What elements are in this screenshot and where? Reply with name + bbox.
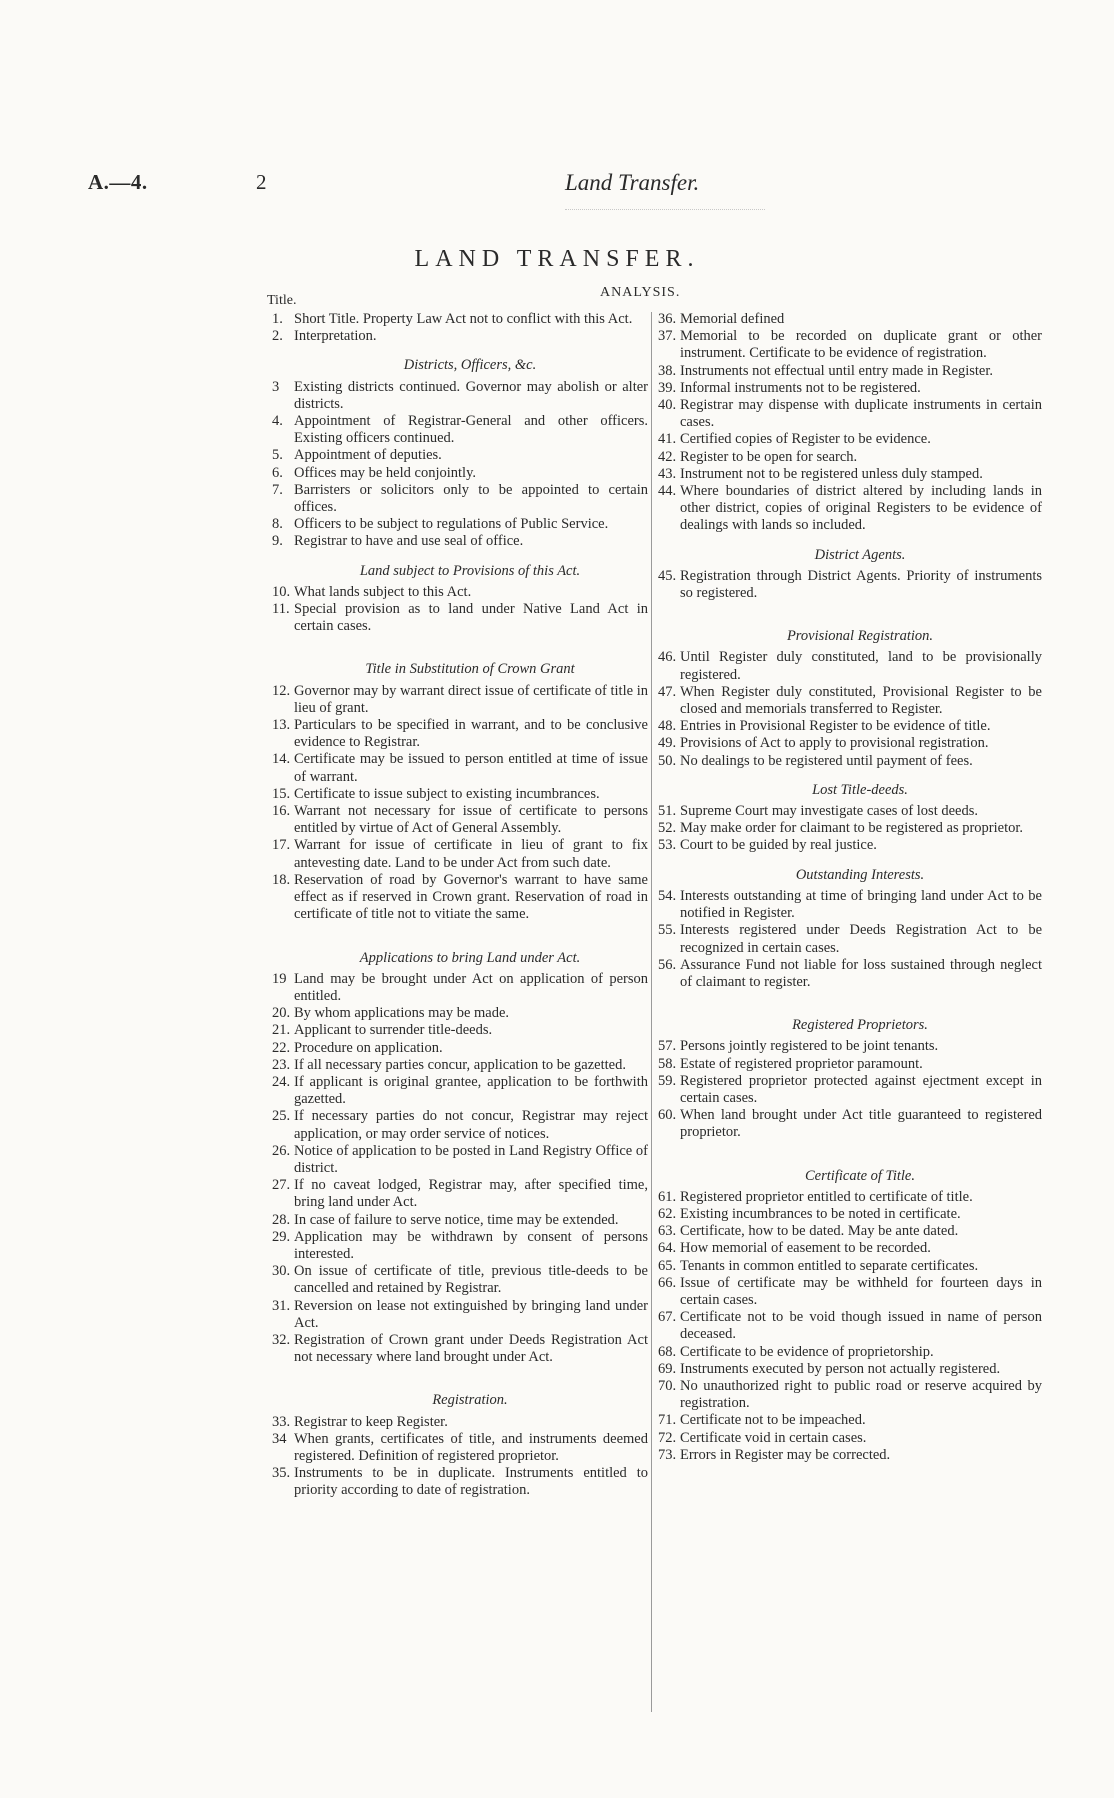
section-entry	[658, 888, 1042, 922]
section-number: 61.	[658, 1188, 677, 1205]
section-entry	[272, 1414, 648, 1431]
section-entry	[658, 1430, 1042, 1447]
section-entry	[658, 1361, 1042, 1378]
section-text: Warrant not necessary for issue of certificate to persons entitled by virtue of Act of General Assembly.	[294, 803, 648, 837]
section-entry	[658, 922, 1042, 956]
section-entry	[272, 1431, 648, 1465]
section-text: Existing incumbrances to be noted in certificate.	[680, 1205, 961, 1222]
section-number: 50.	[658, 752, 677, 769]
section-text: Until Register duly constituted, land to be provisionally registered.	[680, 649, 1042, 683]
section-number: 52.	[658, 820, 677, 837]
section-number: 6.	[272, 464, 283, 481]
section-entry	[658, 649, 1042, 683]
section-heading: Certificate of Title.	[805, 1167, 915, 1184]
section-number: 16.	[272, 803, 291, 820]
section-entry	[272, 1005, 648, 1022]
section-entry	[658, 718, 1042, 735]
section-number: 59.	[658, 1072, 677, 1089]
title-column-label: Title.	[267, 293, 297, 308]
section-number: 4.	[272, 413, 283, 430]
section-entry	[272, 971, 648, 1005]
section-text: Estate of registered proprietor paramount.	[680, 1055, 923, 1072]
section-number: 17.	[272, 837, 291, 854]
section-number: 12.	[272, 682, 291, 699]
section-text: Reversion on lease not extinguished by bringing land under Act.	[294, 1297, 648, 1331]
section-entry	[272, 1465, 648, 1499]
section-text: No dealings to be registered until payment of fees.	[680, 752, 973, 769]
section-number: 71.	[658, 1412, 677, 1429]
section-heading: District Agents.	[814, 546, 906, 563]
section-number: 40.	[658, 397, 677, 414]
section-text: Assurance Fund not liable for loss sustained through neglect of claimant to register.	[680, 956, 1042, 990]
section-text: Special provision as to land under Native Land Act in certain cases.	[294, 601, 648, 635]
section-entry	[658, 483, 1042, 535]
section-text: May make order for claimant to be registered as proprietor.	[680, 820, 1024, 837]
section-entry	[658, 1412, 1042, 1429]
section-entry	[272, 1229, 648, 1263]
section-entry	[272, 1040, 648, 1057]
section-number: 73.	[658, 1446, 677, 1463]
section-entry	[658, 837, 1042, 854]
section-number: 20.	[272, 1005, 291, 1022]
section-entry	[658, 1447, 1042, 1464]
section-entry	[658, 431, 1042, 448]
section-text: When grants, certificates of title, and instruments deemed registered. Definition of registered proprietor.	[294, 1430, 648, 1464]
section-number: 55.	[658, 922, 677, 939]
section-entry	[272, 717, 648, 751]
section-text: What lands subject to this Act.	[294, 583, 472, 600]
section-text: Certificate not to be void though issued in name of person deceased.	[680, 1309, 1042, 1343]
section-entry	[658, 1189, 1042, 1206]
section-text: Warrant for issue of certificate in lieu of grant to fix antevesting date. Land to be under Act from such date.	[294, 837, 648, 871]
section-number: 43.	[658, 465, 677, 482]
section-number: 10.	[272, 583, 291, 600]
section-entry	[658, 1378, 1042, 1412]
section-entry	[658, 466, 1042, 483]
section-entry	[658, 449, 1042, 466]
section-entry	[658, 311, 1042, 328]
section-text: Short Title. Property Law Act not to conflict with this Act.	[294, 311, 633, 327]
section-text: Procedure on application.	[294, 1039, 443, 1056]
section-text: Applicant to surrender title-deeds.	[294, 1022, 493, 1039]
section-entry	[658, 568, 1042, 602]
section-number: 46.	[658, 649, 677, 666]
section-entry	[272, 1212, 648, 1229]
section-number: 8.	[272, 516, 283, 533]
section-text: Memorial defined	[680, 311, 785, 327]
section-text: Notice of application to be posted in Land Registry Office of district.	[294, 1142, 648, 1176]
section-entry	[272, 683, 648, 717]
section-entry	[658, 753, 1042, 770]
section-text: Instruments not effectual until entry made in Register.	[680, 362, 994, 379]
section-entry	[272, 328, 648, 345]
section-text: Offices may be held conjointly.	[294, 464, 477, 481]
section-number: 26.	[272, 1142, 291, 1159]
document-reference: A.—4.	[88, 170, 148, 194]
section-number: 23.	[272, 1056, 291, 1073]
section-entry	[272, 1108, 648, 1142]
section-entry	[272, 1057, 648, 1074]
section-text: Provisions of Act to apply to provisional registration.	[680, 735, 989, 752]
section-text: Interpretation.	[294, 328, 377, 345]
page-number: 2	[256, 170, 267, 194]
section-number: 66.	[658, 1274, 677, 1291]
section-number: 58.	[658, 1055, 677, 1072]
section-text: Certified copies of Register to be evidence.	[680, 431, 931, 448]
analysis-column-left	[272, 311, 648, 1500]
section-entry	[272, 837, 648, 871]
section-entry	[272, 1143, 648, 1177]
section-number: 27.	[272, 1177, 291, 1194]
section-text: By whom applications may be made.	[294, 1005, 510, 1022]
section-text: On issue of certificate of title, previous title-deeds to be cancelled and retained by Registrar.	[294, 1263, 648, 1297]
section-entry	[272, 786, 648, 803]
section-number: 38.	[658, 362, 677, 379]
section-text: Registrar to have and use seal of office.	[294, 533, 524, 550]
section-text: Officers to be subject to regulations of Public Service.	[294, 516, 609, 533]
section-number: 64.	[658, 1240, 677, 1257]
section-entry	[272, 516, 648, 533]
section-text: Reservation of road by Governor's warrant to have same effect as if reserved in Crown grant. Reservation of road in certificate of title not to vitiate the same.	[294, 871, 648, 923]
section-entry	[658, 397, 1042, 431]
section-number: 37.	[658, 328, 677, 345]
section-number: 28.	[272, 1211, 291, 1228]
section-number: 44.	[658, 483, 677, 500]
section-number: 42.	[658, 448, 677, 465]
section-number: 32.	[272, 1331, 291, 1348]
section-number: 39.	[658, 379, 677, 396]
section-number: 72.	[658, 1429, 677, 1446]
section-text: How memorial of easement to be recorded.	[680, 1240, 931, 1257]
section-text: Registrar to keep Register.	[294, 1413, 448, 1430]
section-entry	[658, 735, 1042, 752]
section-number: 70.	[658, 1377, 677, 1394]
section-text: Appointment of Registrar-General and other officers. Existing officers continued.	[294, 413, 648, 447]
section-entry	[658, 1344, 1042, 1361]
section-text: Instruments to be in duplicate. Instruments entitled to priority according to date of registration.	[294, 1465, 648, 1499]
section-entry	[272, 533, 648, 550]
section-heading: Outstanding Interests.	[795, 866, 925, 883]
section-entry	[658, 1275, 1042, 1309]
section-entry	[658, 363, 1042, 380]
section-entry	[658, 1073, 1042, 1107]
analysis-column-right	[658, 311, 1042, 1464]
section-text: Existing districts continued. Governor may abolish or alter districts.	[294, 378, 648, 412]
section-entry	[272, 584, 648, 601]
section-number: 60.	[658, 1107, 677, 1124]
section-text: Memorial to be recorded on duplicate grant or other instrument. Certificate to be evidence of registration.	[680, 328, 1042, 362]
section-entry	[658, 957, 1042, 991]
section-entry	[272, 751, 648, 785]
section-entry	[658, 684, 1042, 718]
section-text: Entries in Provisional Register to be evidence of title.	[680, 718, 991, 735]
section-text: If no caveat lodged, Registrar may, after specified time, bring land under Act.	[294, 1177, 648, 1211]
section-text: Certificate to issue subject to existing incumbrances.	[294, 785, 600, 802]
section-entry	[272, 601, 648, 635]
section-entry	[658, 803, 1042, 820]
section-text: Certificate to be evidence of proprietorship.	[680, 1343, 934, 1360]
section-entry	[272, 1177, 648, 1211]
section-entry	[272, 413, 648, 447]
section-heading: Registration.	[432, 1392, 508, 1409]
section-number: 53.	[658, 837, 677, 854]
section-text: Tenants in common entitled to separate certificates.	[680, 1257, 979, 1274]
section-number: 49.	[658, 735, 677, 752]
section-text: Registered proprietor protected against ejectment except in certain cases.	[680, 1072, 1042, 1106]
section-number: 68.	[658, 1343, 677, 1360]
section-heading: Applications to bring Land under Act.	[359, 949, 581, 966]
section-number: 31.	[272, 1297, 291, 1314]
section-text: Particulars to be specified in warrant, and to be conclusive evidence to Registrar.	[294, 717, 648, 751]
section-heading: Registered Proprietors.	[792, 1017, 928, 1034]
section-entry	[658, 380, 1042, 397]
section-text: If necessary parties do not concur, Registrar may reject application, or may order service of notices.	[294, 1108, 648, 1142]
section-number: 3	[272, 378, 280, 395]
section-text: In case of failure to serve notice, time may be extended.	[294, 1211, 619, 1228]
section-number: 69.	[658, 1360, 677, 1377]
section-entry	[658, 328, 1042, 362]
analysis-label: ANALYSIS.	[600, 285, 681, 300]
section-entry	[272, 311, 648, 328]
header-rule	[565, 209, 765, 211]
section-text: When land brought under Act title guaranteed to registered proprietor.	[680, 1107, 1042, 1141]
section-text: Informal instruments not to be registered.	[680, 379, 921, 396]
section-number: 30.	[272, 1263, 291, 1280]
section-entry	[658, 1038, 1042, 1055]
section-number: 57.	[658, 1038, 677, 1055]
section-number: 2.	[272, 328, 283, 345]
section-entry	[658, 1056, 1042, 1073]
section-entry	[272, 465, 648, 482]
section-number: 19	[272, 970, 287, 987]
section-number: 51.	[658, 803, 677, 820]
section-text: No unauthorized right to public road or reserve acquired by registration.	[680, 1377, 1042, 1412]
section-number: 62.	[658, 1205, 677, 1222]
section-number: 18.	[272, 871, 291, 888]
section-number: 25.	[272, 1108, 291, 1125]
section-entry	[658, 1240, 1042, 1257]
section-number: 33.	[272, 1413, 291, 1430]
section-text: Court to be guided by real justice.	[680, 837, 877, 854]
section-number: 54.	[658, 887, 677, 904]
section-heading: Districts, Officers, &c.	[403, 357, 537, 374]
section-entry	[272, 872, 648, 924]
section-number: 29.	[272, 1228, 291, 1245]
running-title: Land Transfer.	[565, 170, 700, 195]
section-text: Governor may by warrant direct issue of certificate of title in lieu of grant.	[294, 682, 648, 716]
section-number: 24.	[272, 1073, 291, 1090]
section-number: 13.	[272, 717, 291, 734]
section-text: If applicant is original grantee, application to be forthwith gazetted.	[294, 1073, 648, 1108]
section-number: 47.	[658, 683, 677, 700]
section-text: Issue of certificate may be withheld for fourteen days in certain cases.	[680, 1274, 1042, 1308]
section-entry	[272, 482, 648, 516]
section-number: 41.	[658, 431, 677, 448]
section-text: Barristers or solicitors only to be appointed to certain offices.	[294, 481, 648, 516]
section-number: 56.	[658, 956, 677, 973]
section-text: Register to be open for search.	[680, 448, 858, 465]
section-number: 11.	[272, 601, 290, 618]
section-text: Persons jointly registered to be joint tenants.	[680, 1038, 939, 1055]
section-entry	[658, 1223, 1042, 1240]
section-entry	[658, 1107, 1042, 1141]
section-text: Errors in Register may be corrected.	[680, 1446, 891, 1463]
section-text: When Register duly constituted, Provisional Register to be closed and memorials transferred to Register.	[680, 683, 1042, 718]
section-text: Certificate may be issued to person entitled at time of issue of warrant.	[294, 751, 648, 785]
section-number: 1.	[272, 311, 283, 327]
section-text: Appointment of deputies.	[294, 447, 442, 464]
section-entry	[272, 1022, 648, 1039]
section-text: Registration through District Agents. Priority of instruments so registered.	[680, 567, 1042, 602]
column-divider	[651, 312, 652, 1712]
section-text: Registered proprietor entitled to certificate of title.	[680, 1188, 973, 1205]
section-text: Land may be brought under Act on application of person entitled.	[294, 970, 648, 1004]
section-text: If all necessary parties concur, application to be gazetted.	[294, 1056, 626, 1073]
section-entry	[272, 447, 648, 464]
section-text: Where boundaries of district altered by including lands in other district, copies of original Registers to be evidence of dealings with lands so included.	[680, 483, 1042, 534]
section-number: 14.	[272, 751, 291, 768]
section-entry	[272, 1074, 648, 1108]
section-number: 34	[272, 1430, 287, 1447]
section-entry	[272, 803, 648, 837]
section-entry	[272, 1263, 648, 1297]
section-number: 9.	[272, 533, 283, 550]
section-heading: Land subject to Provisions of this Act.	[359, 562, 581, 579]
section-heading: Lost Title-deeds.	[812, 781, 908, 798]
section-text: Instruments executed by person not actually registered.	[680, 1360, 1001, 1377]
section-number: 65.	[658, 1257, 677, 1274]
section-text: Supreme Court may investigate cases of lost deeds.	[680, 803, 978, 820]
section-number: 15.	[272, 785, 291, 802]
section-entry	[272, 1298, 648, 1332]
section-text: Certificate not to be impeached.	[680, 1412, 866, 1429]
section-entry	[658, 1206, 1042, 1223]
section-text: Interests registered under Deeds Registration Act to be recognized in certain cases.	[680, 922, 1042, 956]
section-entry	[658, 820, 1042, 837]
section-number: 5.	[272, 447, 283, 464]
section-heading: Title in Substitution of Crown Grant	[365, 661, 575, 678]
section-text: Application may be withdrawn by consent of persons interested.	[294, 1228, 648, 1262]
section-text: Registrar may dispense with duplicate instruments in certain cases.	[680, 397, 1042, 431]
section-text: Registration of Crown grant under Deeds Registration Act not necessary where land brought under Act.	[294, 1331, 648, 1366]
section-text: Instrument not to be registered unless duly stamped.	[680, 465, 983, 482]
section-number: 35.	[272, 1465, 291, 1482]
section-number: 67.	[658, 1309, 677, 1326]
section-entry	[658, 1309, 1042, 1343]
page-title: LAND TRANSFER.	[414, 246, 700, 272]
section-number: 22.	[272, 1039, 291, 1056]
section-number: 63.	[658, 1223, 677, 1240]
section-entry	[658, 1258, 1042, 1275]
section-number: 45.	[658, 567, 677, 584]
section-text: Certificate void in certain cases.	[680, 1429, 867, 1446]
section-number: 48.	[658, 718, 677, 735]
section-heading: Provisional Registration.	[786, 628, 934, 645]
section-number: 21.	[272, 1022, 291, 1039]
section-number: 7.	[272, 481, 283, 498]
section-entry	[272, 379, 648, 413]
section-text: Interests outstanding at time of bringing land under Act to be notified in Register.	[680, 887, 1042, 922]
section-text: Certificate, how to be dated. May be ante dated.	[680, 1223, 959, 1240]
section-number: 36.	[658, 311, 677, 327]
section-entry	[272, 1332, 648, 1366]
